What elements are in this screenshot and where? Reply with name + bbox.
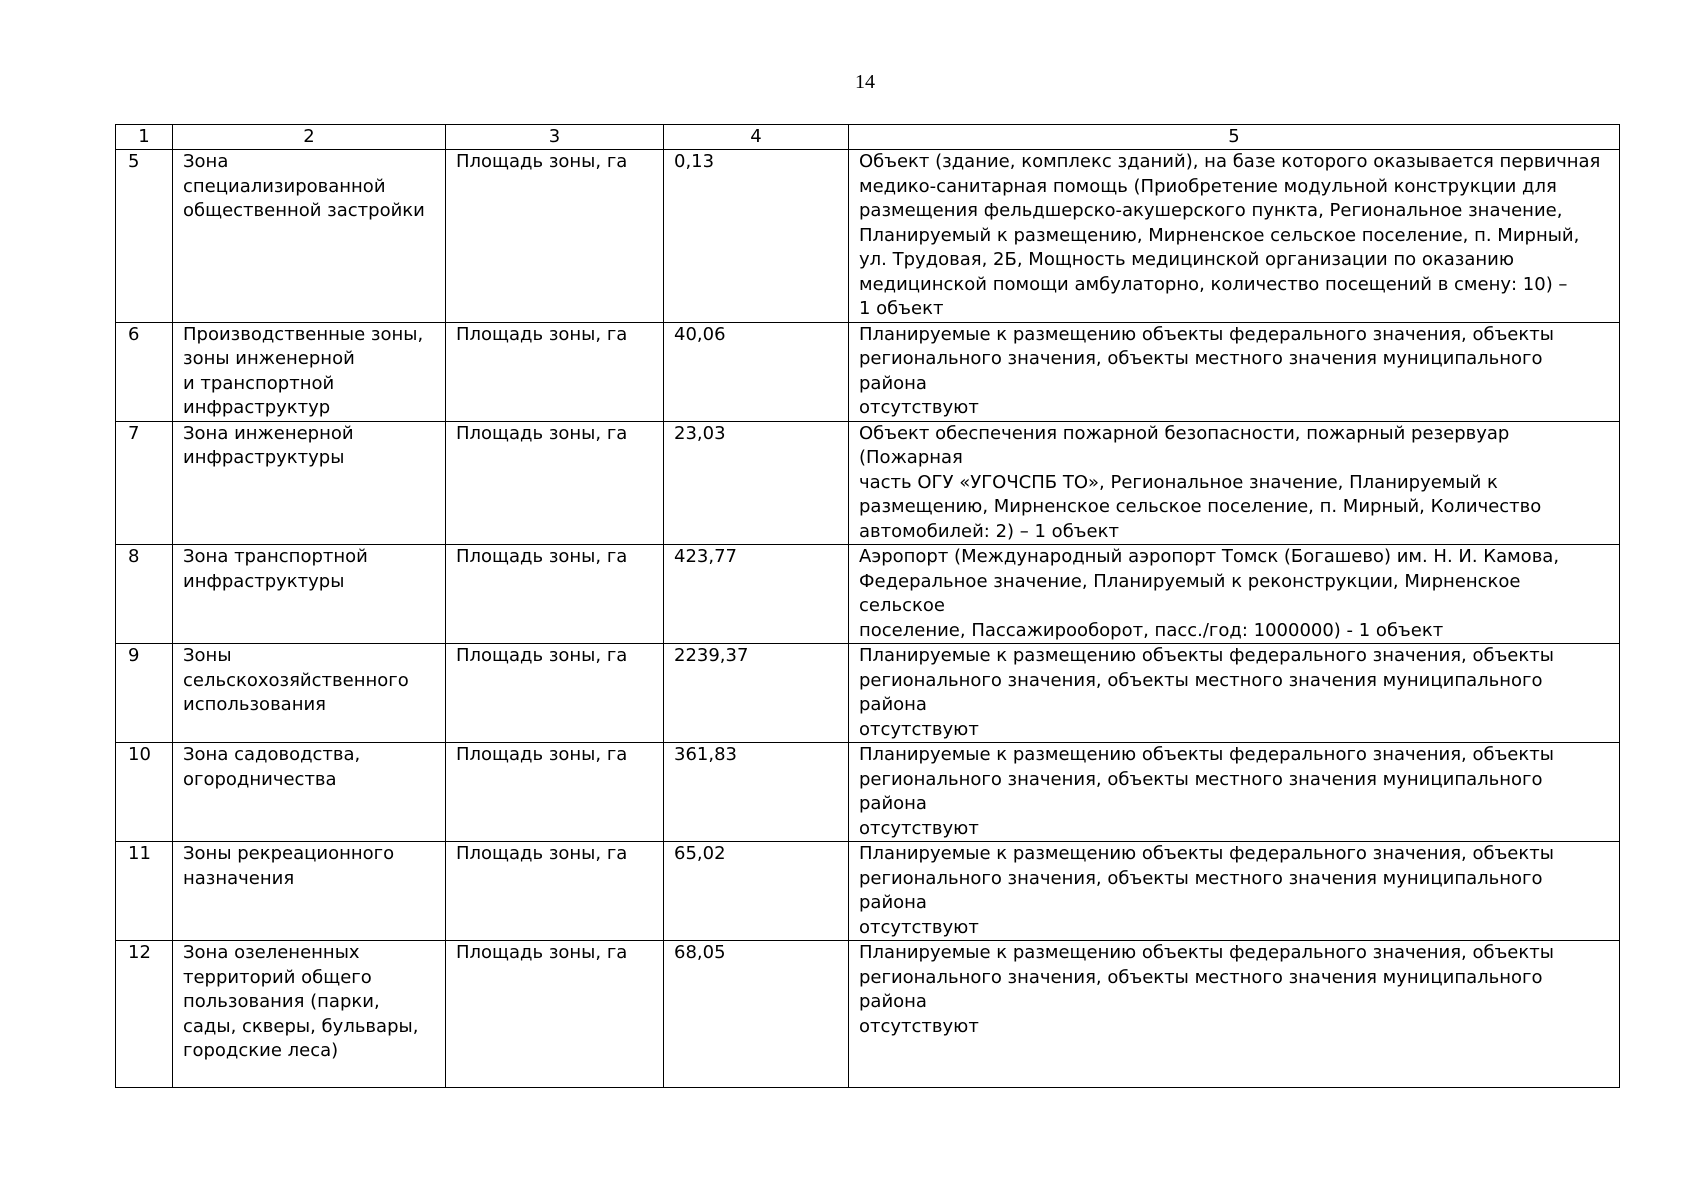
planned-objects: Планируемые к размещению объекты федерального значения, объекты регионального значения, объекты местного значения муниципального района отсутствуют: [849, 322, 1620, 421]
row-number: 9: [116, 644, 173, 743]
parameter: Площадь зоны, га: [446, 941, 664, 1088]
zone-name: Зона транспортной инфраструктуры: [173, 545, 446, 644]
zone-name: Зоны рекреационного назначения: [173, 842, 446, 941]
table-row: [116, 545, 1620, 644]
row-number: 12: [116, 941, 173, 1088]
table-row: [116, 743, 1620, 842]
table-row: [116, 941, 1620, 1088]
area-value: 423,77: [664, 545, 849, 644]
zone-name: Производственные зоны, зоны инженерной и транспортной инфраструктур: [173, 322, 446, 421]
zone-name: Зона садоводства, огородничества: [173, 743, 446, 842]
zone-name: Зона специализированной общественной застройки: [173, 150, 446, 323]
area-value: 2239,37: [664, 644, 849, 743]
parameter: Площадь зоны, га: [446, 743, 664, 842]
zones-table: [115, 124, 1620, 1088]
area-value: 40,06: [664, 322, 849, 421]
row-number: 6: [116, 322, 173, 421]
table-row: [116, 322, 1620, 421]
table-row: [116, 421, 1620, 545]
planned-objects: Аэропорт (Международный аэропорт Томск (Богашево) им. Н. И. Камова, Федеральное значение, Планируемый к реконструкции, Мирненское сельское поселение, Пассажирооборот, пасс./год: 1000000) - 1 объект: [849, 545, 1620, 644]
row-number: 7: [116, 421, 173, 545]
planned-objects: Планируемые к размещению объекты федерального значения, объекты регионального значения, объекты местного значения муниципального района отсутствуют: [849, 842, 1620, 941]
table-row: [116, 842, 1620, 941]
zone-name: Зона инженерной инфраструктуры: [173, 421, 446, 545]
header-cell: 3: [446, 125, 664, 150]
planned-objects: Объект (здание, комплекс зданий), на базе которого оказывается первичная медико-санитарная помощь (Приобретение модульной конструкции для размещения фельдшерско-акушерского пункта, Региональное значение, Планируемый к размещению, Мирненское сельское поселение, п. Мирный, ул. Трудовая, 2Б, Мощность медицинской организации по оказанию медицинской помощи амбулаторно, количество посещений в смену: 10) – 1 объект: [849, 150, 1620, 323]
area-value: 0,13: [664, 150, 849, 323]
table-header-row: [116, 125, 1620, 150]
planned-objects: Планируемые к размещению объекты федерального значения, объекты регионального значения, объекты местного значения муниципального района отсутствуют: [849, 941, 1620, 1088]
table-row: [116, 150, 1620, 323]
planned-objects: Планируемые к размещению объекты федерального значения, объекты регионального значения, объекты местного значения муниципального района отсутствуют: [849, 644, 1620, 743]
zone-name: Зона озелененных территорий общего пользования (парки, сады, скверы, бульвары, городские леса): [173, 941, 446, 1088]
row-number: 11: [116, 842, 173, 941]
parameter: Площадь зоны, га: [446, 322, 664, 421]
row-number: 10: [116, 743, 173, 842]
table-row: [116, 644, 1620, 743]
parameter: Площадь зоны, га: [446, 842, 664, 941]
parameter: Площадь зоны, га: [446, 545, 664, 644]
page-number: 14: [855, 71, 875, 93]
header-cell: 5: [849, 125, 1620, 150]
header-cell: 1: [116, 125, 173, 150]
row-number: 8: [116, 545, 173, 644]
planned-objects: Объект обеспечения пожарной безопасности, пожарный резервуар (Пожарная часть ОГУ «УГОЧСПБ ТО», Региональное значение, Планируемый к размещению, Мирненское сельское поселение, п. Мирный, Количество автомобилей: 2) – 1 объект: [849, 421, 1620, 545]
row-number: 5: [116, 150, 173, 323]
zone-name: Зоны сельскохозяйственного использования: [173, 644, 446, 743]
area-value: 23,03: [664, 421, 849, 545]
area-value: 361,83: [664, 743, 849, 842]
area-value: 65,02: [664, 842, 849, 941]
parameter: Площадь зоны, га: [446, 644, 664, 743]
header-cell: 2: [173, 125, 446, 150]
area-value: 68,05: [664, 941, 849, 1088]
parameter: Площадь зоны, га: [446, 421, 664, 545]
parameter: Площадь зоны, га: [446, 150, 664, 323]
planned-objects: Планируемые к размещению объекты федерального значения, объекты регионального значения, объекты местного значения муниципального района отсутствуют: [849, 743, 1620, 842]
header-cell: 4: [664, 125, 849, 150]
